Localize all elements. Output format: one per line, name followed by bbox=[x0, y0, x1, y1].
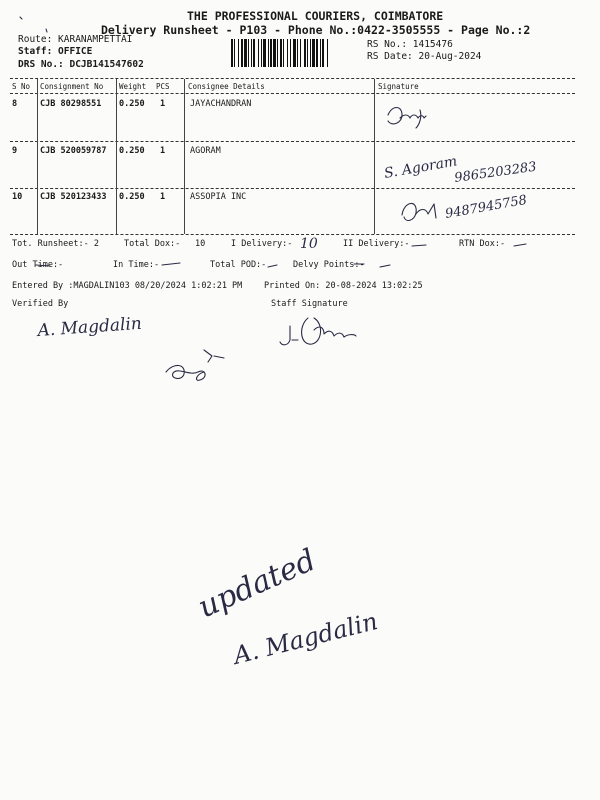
row-10-phone: 9487945758 bbox=[444, 192, 529, 222]
i-delivery-value: 10 bbox=[300, 236, 318, 252]
col-sno: S No bbox=[12, 82, 31, 91]
row-9-phone: 9865203283 bbox=[453, 159, 538, 186]
entered-by: Entered By :MAGDALIN103 08/20/2024 1:02:21 PM bbox=[12, 281, 243, 291]
i-delivery-label: I Delivery:- bbox=[231, 239, 293, 249]
staff-label: Staff: OFFICE bbox=[18, 46, 93, 57]
drs-number: DRS No.: DCJB141547602 bbox=[18, 59, 144, 70]
ii-delivery-label: II Delivery:- bbox=[343, 239, 410, 249]
row-10-consignment: CJB 520123433 bbox=[40, 192, 107, 202]
summary-dash-marks bbox=[36, 244, 526, 267]
in-time-label: In Time:- bbox=[113, 260, 160, 270]
staff-signature-mark bbox=[280, 318, 356, 345]
note-signature: A. Magdalin bbox=[230, 607, 381, 670]
total-dox-value: 10 bbox=[195, 239, 206, 249]
total-pod-label: Total POD:- bbox=[210, 260, 267, 270]
row-9-consignment: CJB 520059787 bbox=[40, 146, 107, 156]
out-time-label: Out Time:- bbox=[12, 260, 64, 270]
col-consignee: Consignee Details bbox=[188, 82, 265, 91]
row-10-weight: 0.250 bbox=[119, 192, 145, 202]
verified-by-label: Verified By bbox=[12, 299, 69, 309]
route-label: Route: KARANAMPETTAI bbox=[18, 34, 133, 45]
row-10-pcs: 1 bbox=[160, 192, 166, 202]
staff-signature-label: Staff Signature bbox=[271, 299, 348, 309]
row-8-weight: 0.250 bbox=[119, 99, 145, 109]
row-9-pcs: 1 bbox=[160, 146, 166, 156]
col-pcs: PCS bbox=[156, 82, 170, 91]
company-title: THE PROFESSIONAL COURIERS, COIMBATORE bbox=[187, 9, 444, 23]
rtn-dox-label: RTN Dox:- bbox=[459, 239, 506, 249]
col-weight: Weight bbox=[119, 82, 147, 91]
row-9-signature-text: S. Agoram bbox=[382, 153, 459, 182]
row-9-weight: 0.250 bbox=[119, 146, 145, 156]
scribble-mark bbox=[166, 350, 224, 380]
tot-runsheet: Tot. Runsheet:- 2 bbox=[12, 239, 99, 249]
total-dox-label: Total Dox:- bbox=[124, 239, 181, 249]
printed-on: Printed On: 20-08-2024 13:02:25 bbox=[264, 281, 423, 291]
row-9-sno: 9 bbox=[12, 146, 18, 156]
delvy-points-label: Delvy Points:- bbox=[293, 260, 365, 270]
row-8-consignment: CJB 80298551 bbox=[40, 99, 102, 109]
runsheet-title-line: Delivery Runsheet - P103 - Phone No.:0422-3505555 - Page No.:2 bbox=[101, 23, 531, 37]
row-10-signature bbox=[402, 203, 436, 220]
ink-tick-marks bbox=[20, 17, 47, 32]
rs-number: RS No.: 1415476 bbox=[367, 39, 453, 50]
row-8-signature bbox=[388, 108, 426, 129]
row-8-consignee: JAYACHANDRAN bbox=[190, 99, 252, 109]
col-consignment: Consignment No bbox=[40, 82, 104, 91]
updated-note: updated bbox=[193, 542, 322, 626]
row-10-sno: 10 bbox=[12, 192, 23, 202]
col-signature: Signature bbox=[378, 82, 419, 91]
row-10-consignee: ASSOPIA INC bbox=[190, 192, 247, 202]
verifier-signature: A. Magdalin bbox=[36, 313, 143, 341]
row-8-sno: 8 bbox=[12, 99, 18, 109]
row-8-pcs: 1 bbox=[160, 99, 166, 109]
row-9-consignee: AGORAM bbox=[190, 146, 221, 156]
rs-date: RS Date: 20-Aug-2024 bbox=[367, 51, 482, 62]
